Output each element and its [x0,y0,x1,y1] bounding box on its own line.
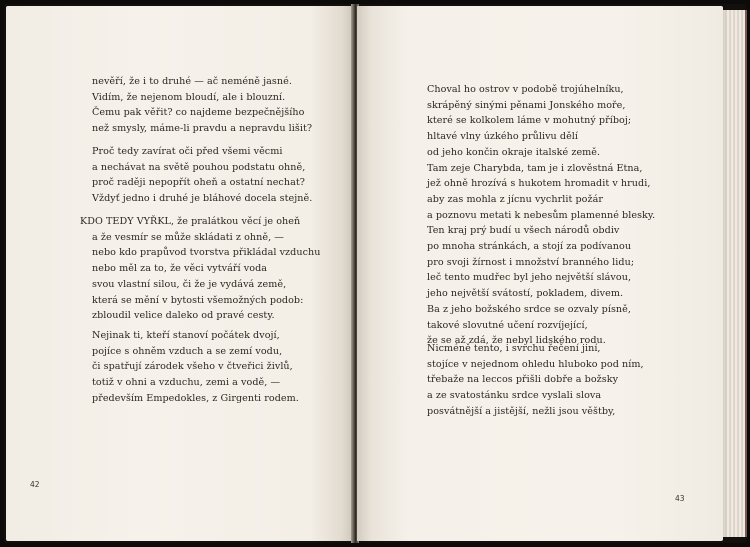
verse-line: Nicméně tento, i svrchu řečení jiní, [427,343,601,354]
verse-line: Vidím, že nejenom bloudí, ale i blouzní. [92,91,286,103]
book-spread [4,4,746,543]
right-page [357,6,723,541]
verse-line: nebo kdo prapůvod tvorstva přikládal vzduchu [92,247,321,259]
verse-line: pojíce s ohněm vzduch a se zemí vodu, [92,345,283,357]
page-edges-shadow [723,10,727,537]
verse-line: nebo měl za to, že věci vytváří voda [92,263,268,275]
verse-line: Proč tedy zavírat oči před všemi věcmi [92,146,283,157]
verse-line: Ten kraj prý budí u všech národů obdiv [427,225,620,237]
left-stanza-1 [92,74,312,137]
verse-line: skrápěný sinými pěnami Jonského moře, [427,99,626,111]
left-stanza-4 [92,328,299,407]
verse-line: totiž v ohni a vzduchu, zemi a vodě, — [92,377,281,389]
verse-line: jež ohně hrozívá s hukotem hromadit v hrudi, [427,178,651,190]
verse-line: a ze svatostánku srdce vyslali slova [427,390,602,402]
verse-line: jeho největší svátostí, pokladem, divem. [427,288,624,300]
verse-line: a že vesmír se může skládati z ohně, — [92,231,284,243]
verse-line: po mnoha stránkách, a stojí za podívanou [427,241,632,253]
verse-line: hltavé vlny úzkého průlivu dělí [427,131,579,143]
verse-line: která se mění v bytosti všemožných podob: [92,294,304,306]
verse-line: Ba z jeho božského srdce se ozvaly písně, [427,303,631,315]
verse-line: proč raději nepopřít oheň a ostatní nechat? [92,177,305,189]
page-number-right: 43 [675,494,685,503]
verse-line: zbloudil velice daleko od pravé cesty. [92,310,275,322]
verse-line: a poznovu metati k nebesům plamenné blesky. [427,209,656,221]
page-number-left: 42 [30,480,40,489]
verse-line: či spatřují zárodek všeho v čtveřici živlů, [92,361,293,373]
verse-line: KDO TEDY VYŘKL, že pralátkou věcí je oheň [80,216,301,227]
verse-line: Nejinak ti, kteří stanoví počátek dvojí, [92,330,280,341]
verse-line: a nechávat na světě pouhou podstatu ohně, [92,161,306,173]
verse-line: především Empedokles, z Girgenti rodem. [92,392,299,404]
verse-line: Tam zeje Charybda, tam je i zlověstná Etna, [427,162,643,174]
verse-line: Vždyť jedno i druhé je bláhové docela stejně. [92,193,313,205]
verse-line: takové slovutné učení rozvíjející, [427,319,588,331]
verse-line: než smysly, máme-li pravdu a nepravdu lišit? [92,123,313,135]
right-stanza-2 [427,341,644,420]
verse-line: třebaže na leccos přišli dobře a božsky [427,374,619,386]
verse-line: svou vlastní silou, či že je vydává země, [92,278,287,290]
verse-line: aby zas mohla z jícnu vychrlit požár [427,193,603,205]
verse-line: Choval ho ostrov v podobě trojúhelníku, [427,84,624,95]
left-page [6,6,352,541]
verse-line: posvátnější a jistější, nežli jsou věštby, [427,405,616,417]
left-stanza-2 [92,144,312,207]
verse-line: které se kolkolem láme v mohutný příboj; [427,115,632,127]
verse-line: že se až zdá, že nebyl lidského rodu. [427,335,606,347]
verse-line: nevěří, že i to druhé — ač neméně jasné. [92,76,292,87]
verse-line: stojíce v nejednom ohledu hluboko pod ním, [427,358,644,370]
verse-line: Čemu pak věřit? co najdeme bezpečnějšího [92,107,305,119]
verse-line: od jeho končin okraje italské země. [427,146,601,158]
left-stanza-3 [80,214,320,324]
verse-line: pro svoji žírnost i množství branného lidu; [427,256,635,268]
right-stanza-1 [427,82,655,349]
verse-line: leč tento mudřec byl jeho největší slávou, [427,272,632,284]
